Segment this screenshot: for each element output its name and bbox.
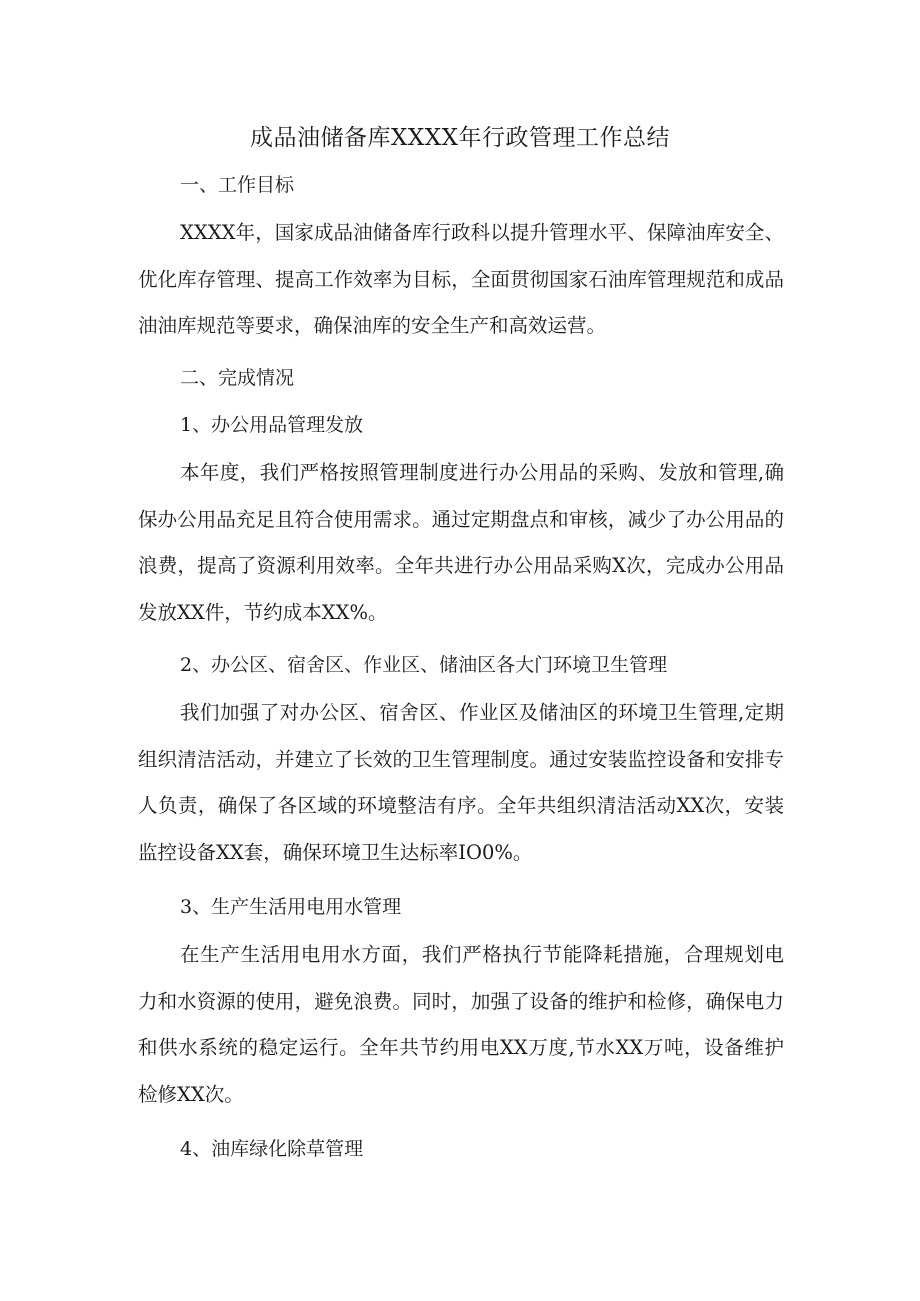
item-heading-power-water: 3、生产生活用电用水管理 bbox=[180, 896, 402, 918]
paragraph-office-supplies: 本年度，我们严格按照管理制度进行办公用品的采购、发放和管理,确保办公用品充足且符合使用需求。通过定期盘点和审核，减少了办公用品的浪费，提高了资源利用效率。全年共进行办公用品采购X次，完成办公用品发放XX件，节约成本XX%。 bbox=[138, 461, 784, 624]
section-heading-completion: 二、完成情况 bbox=[180, 367, 295, 389]
item-heading-greening: 4、油库绿化除草管理 bbox=[180, 1138, 364, 1160]
item-heading-office-supplies: 1、办公用品管理发放 bbox=[180, 414, 364, 436]
item-heading-environment: 2、办公区、宿舍区、作业区、储油区各大门环境卫生管理 bbox=[180, 654, 668, 676]
paragraph-goals: XXXX年，国家成品油储备库行政科以提升管理水平、保障油库安全、优化库存管理、提高工作效率为目标，全面贯彻国家石油库管理规范和成品油油库规范等要求，确保油库的安全生产和高效运营。 bbox=[138, 221, 784, 337]
paragraph-environment: 我们加强了对办公区、宿舍区、作业区及储油区的环境卫生管理,定期组织清洁活动，并建立了长效的卫生管理制度。通过安装监控设备和安排专人负责，确保了各区域的环境整洁有序。全年共组织清洁活动XX次，安装监控设备XX套，确保环境卫生达标率IO0%。 bbox=[138, 701, 784, 864]
paragraph-power-water: 在生产生活用电用水方面，我们严格执行节能降耗措施，合理规划电力和水资源的使用，避免浪费。同时，加强了设备的维护和检修，确保电力和供水系统的稳定运行。全年共节约用电XX万度,节水XX万吨，设备维护检修XX次。 bbox=[138, 943, 784, 1106]
section-heading-goals: 一、工作目标 bbox=[180, 174, 295, 196]
document-title: 成品油储备库XXXX年行政管理工作总结 bbox=[250, 125, 670, 151]
